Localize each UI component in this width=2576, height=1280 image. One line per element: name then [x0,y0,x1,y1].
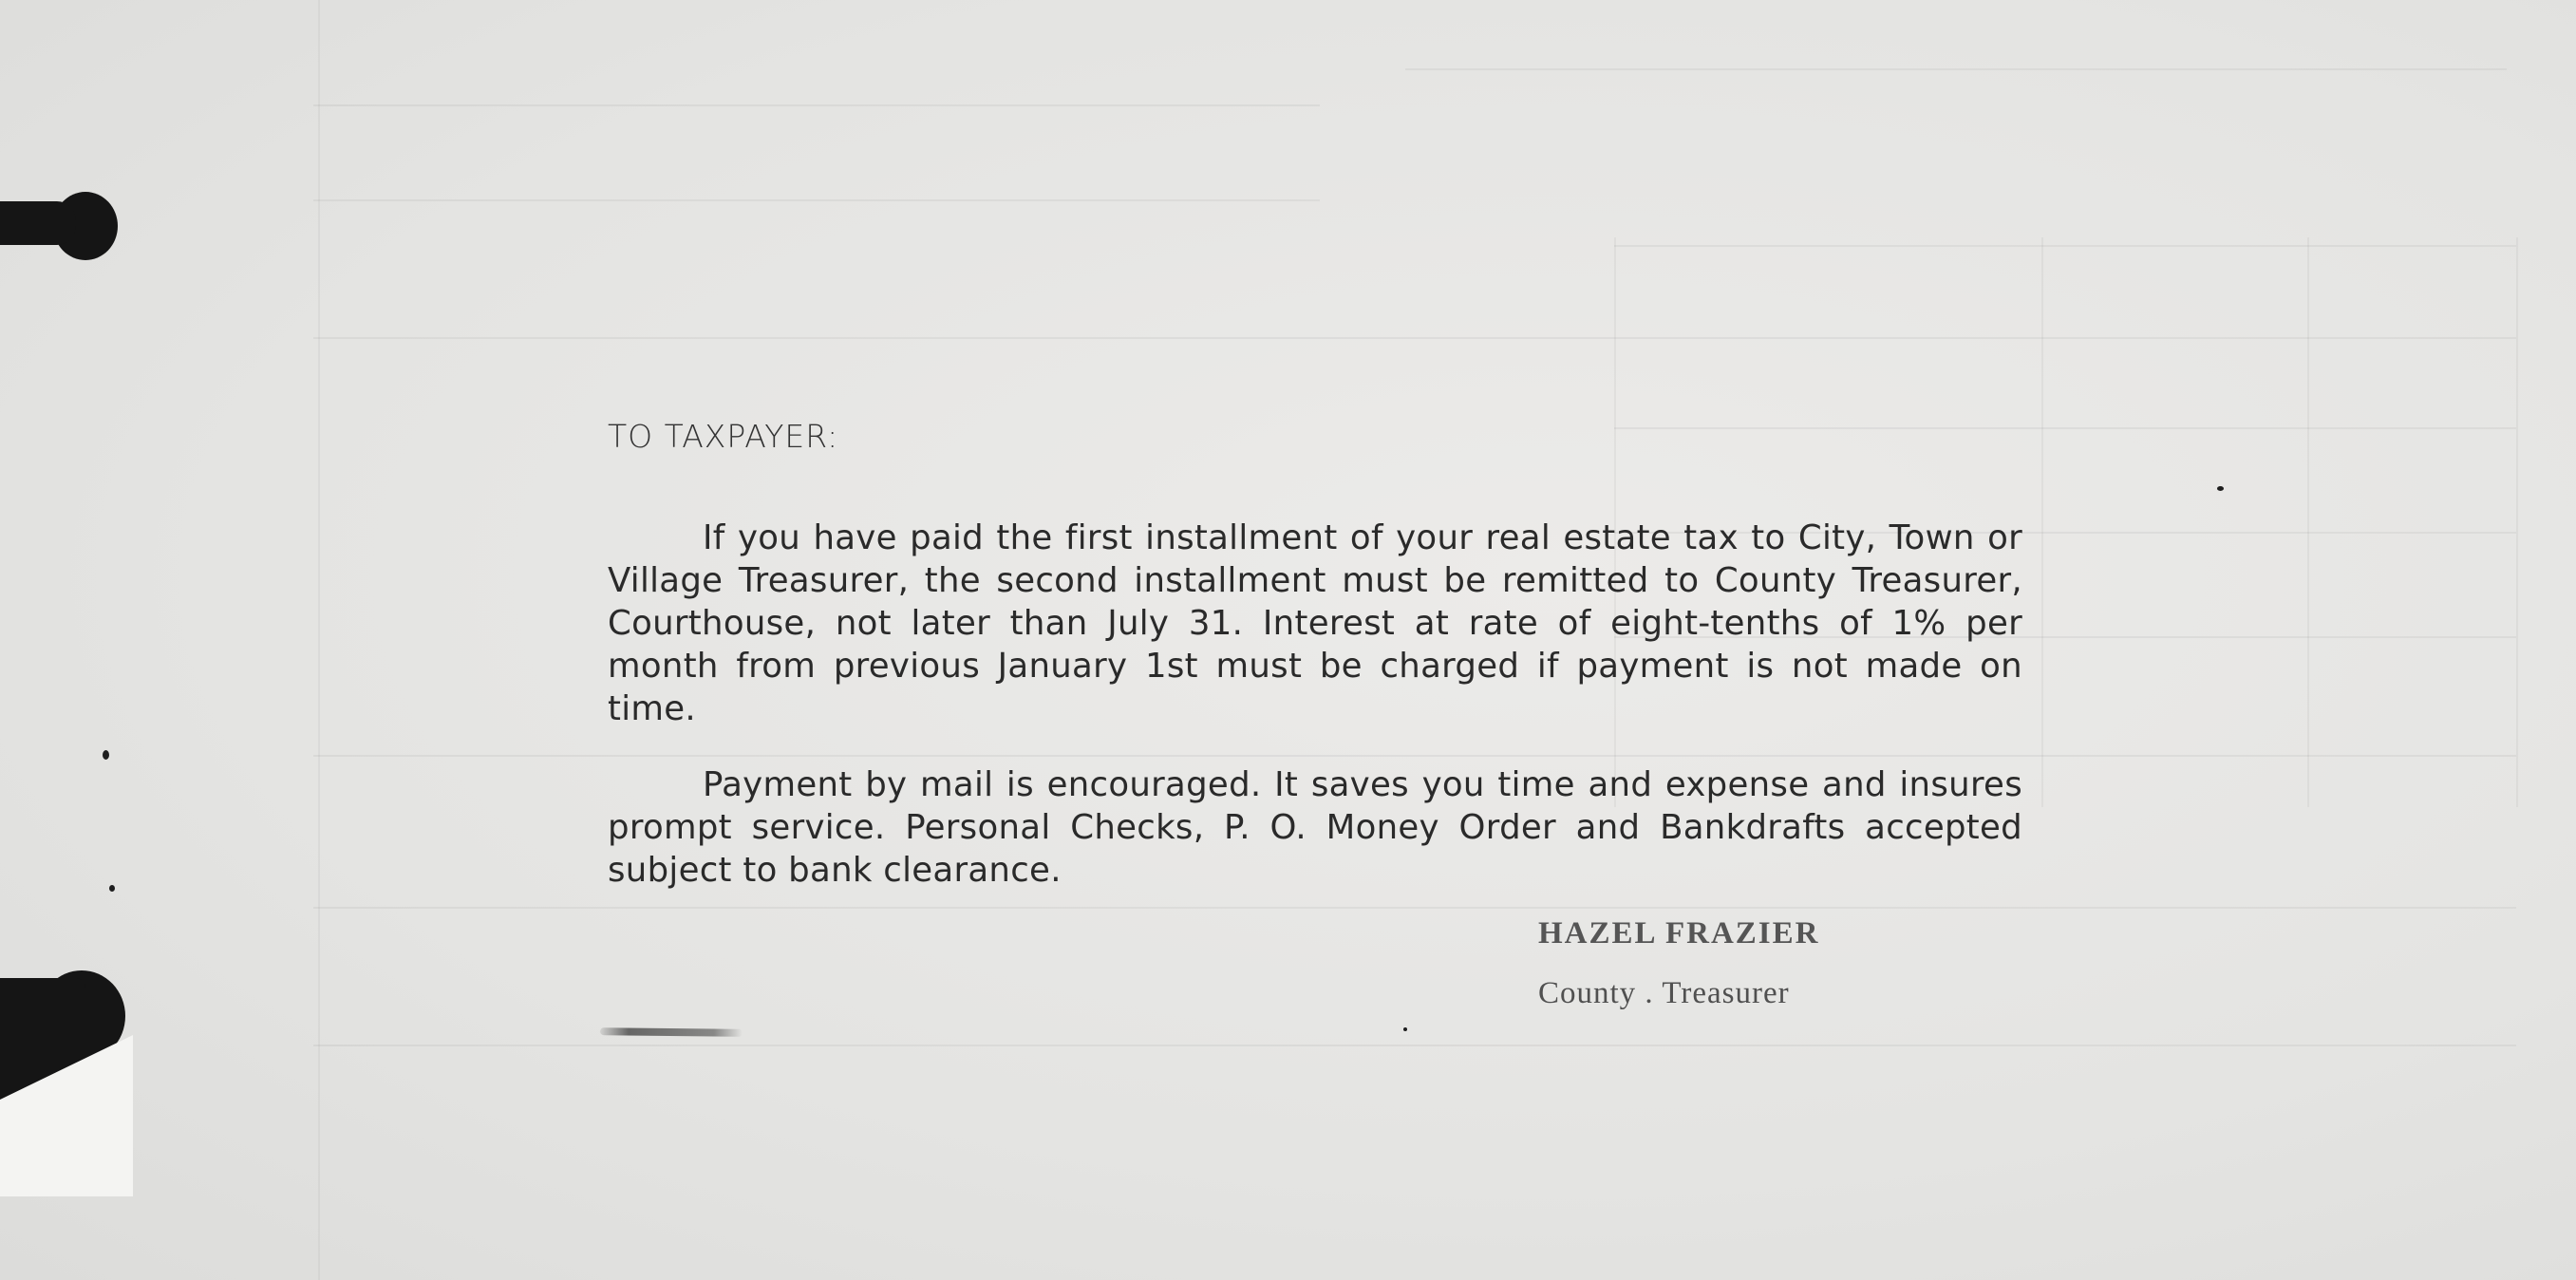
speck [109,885,115,892]
treasurer-title: County . Treasurer [1538,976,1790,1010]
ghost-line [313,104,1320,106]
ghost-line [313,907,2516,909]
ghost-line [313,337,2516,339]
punch-hole-tab [0,201,76,245]
ghost-line [313,1045,2516,1046]
ghost-line [2516,237,2518,807]
ghost-line [1405,68,2507,70]
ghost-line [1614,427,2516,429]
signature-block [1538,916,1819,1011]
speck [103,750,109,760]
installment-paragraph: If you have paid the first installment of your real estate tax to City, Town or Village Treasurer, the second installment must be remitted to County Treasurer, Courthouse, not later than July 31. Interest at rate of eight-tenths of 1% per month from previous January 1st must be charged if payment is not made on time. [608,518,2022,728]
ghost-line [2041,237,2043,807]
speck [1403,1027,1407,1031]
ghost-line [2307,237,2309,807]
ghost-line [313,755,2516,757]
pen-mark [600,1027,743,1037]
ghost-line [318,0,320,1280]
salutation: TO TAXPAYER: [608,418,839,455]
ghost-line [1614,245,2516,247]
payment-paragraph: Payment by mail is encouraged. It saves you time and expense and insures prompt service. Personal Checks, P. O. Money Order and Bankdrafts accepted subject to bank clearance. [608,765,2022,890]
speck [2217,486,2224,491]
treasurer-name: HAZEL FRAZIER [1538,916,1820,951]
ghost-line [313,199,1320,201]
